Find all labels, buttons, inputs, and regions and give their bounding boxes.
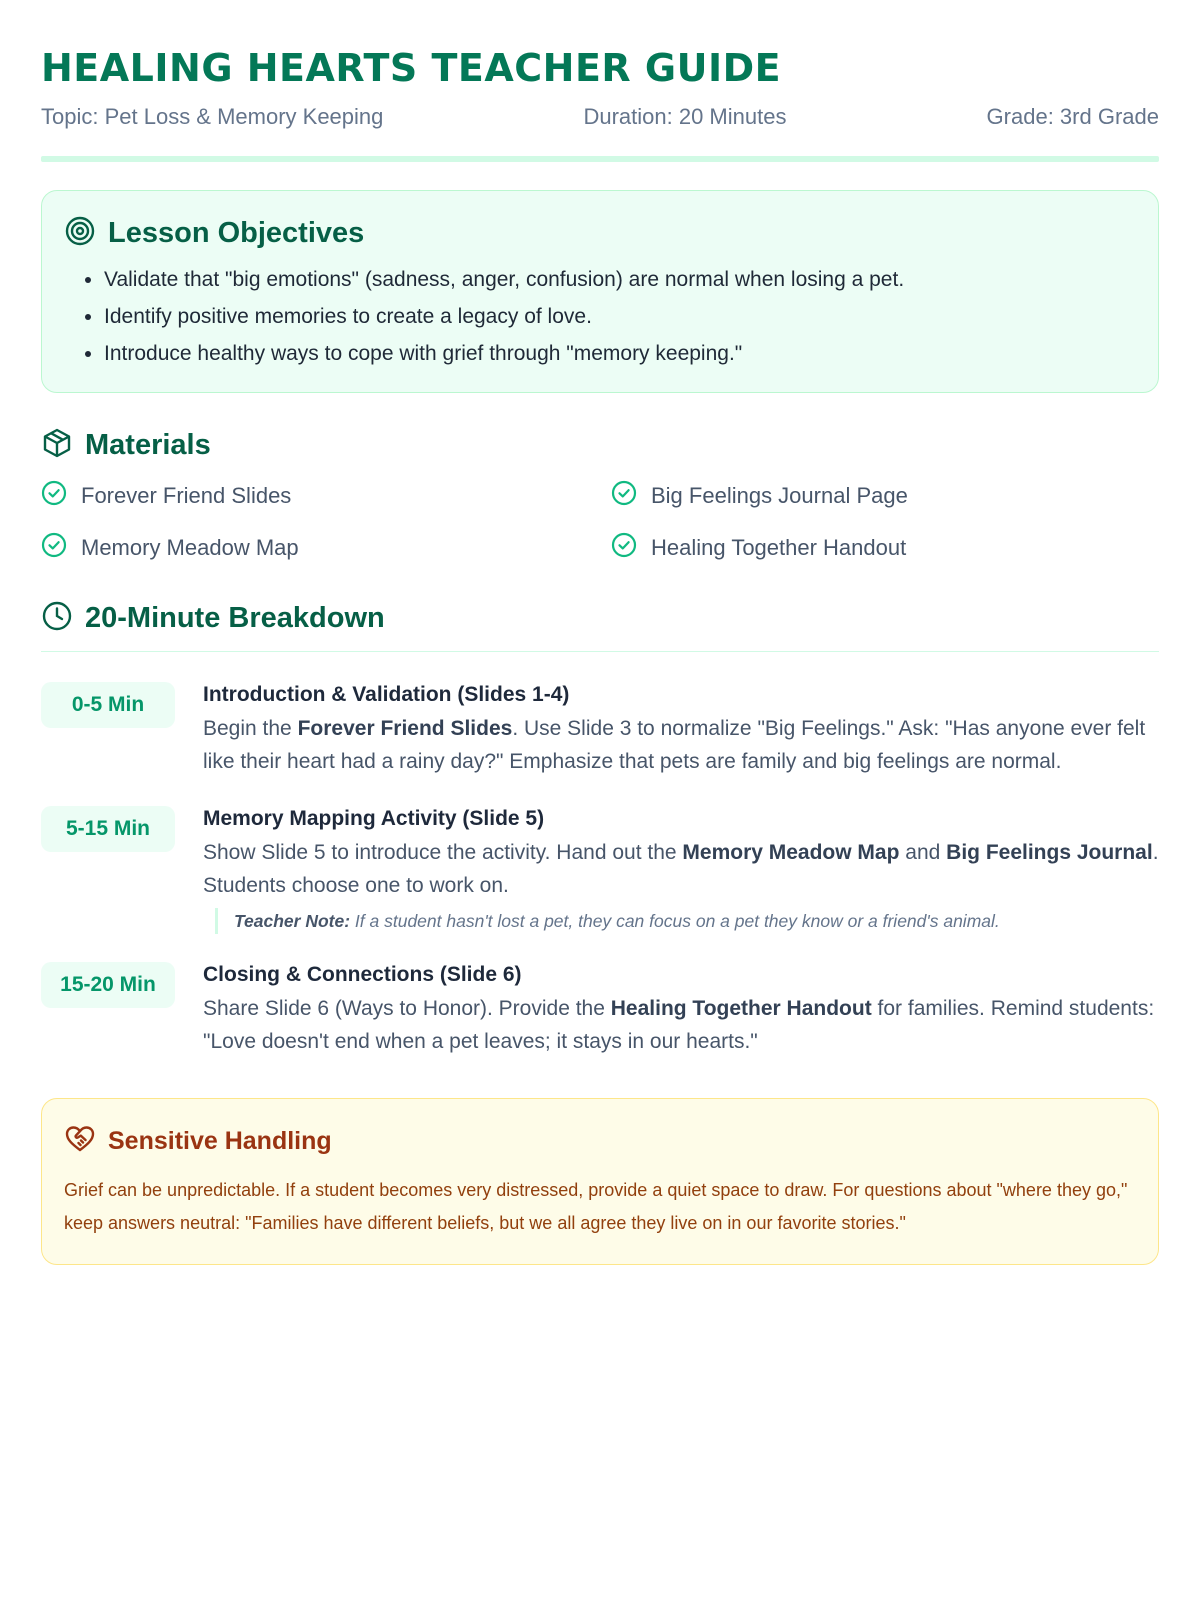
materials-section xyxy=(41,427,1159,564)
clock-icon xyxy=(41,600,73,637)
lesson-meta xyxy=(41,104,1159,130)
text-segment: . Students choose one to work on. xyxy=(203,841,1159,898)
step-title: Memory Mapping Activity (Slide 5) xyxy=(203,807,545,831)
step-body xyxy=(203,962,1159,1058)
objectives-card xyxy=(41,190,1159,393)
time-badge: 0-5 Min xyxy=(41,682,175,728)
material-item xyxy=(41,480,611,512)
emphasized-resource: Healing Together Handout xyxy=(610,997,872,1021)
objectives-list xyxy=(64,268,1136,366)
text-segment: Show Slide 5 to introduce the activity. Hand out the xyxy=(203,841,683,865)
text-segment: Begin the xyxy=(203,717,298,741)
step-body xyxy=(203,806,1159,934)
page-title: HEALING HEARTS TEACHER GUIDE xyxy=(41,46,782,90)
material-label: Big Feelings Journal Page xyxy=(651,482,908,508)
objectives-heading: Lesson Objectives xyxy=(108,216,365,249)
step-title: Closing & Connections (Slide 6) xyxy=(203,963,522,987)
time-badge: 15-20 Min xyxy=(41,962,175,1008)
sensitive-header xyxy=(64,1123,1136,1160)
check-circle-icon xyxy=(41,532,67,564)
objectives-header xyxy=(64,215,1136,252)
teacher-note xyxy=(215,908,1159,934)
teacher-note-label: Teacher Note: xyxy=(234,911,351,932)
text-segment: . Use Slide 3 to normalize "Big Feelings." Ask: "Has anyone ever felt like their heart had a rainy day?" Emphasize that pets are family and big feelings are normal. xyxy=(203,717,1146,774)
objective-item: • Introduce healthy ways to cope with grief through "memory keeping." xyxy=(104,342,1136,366)
text-segment: and xyxy=(899,841,947,865)
sensitive-text: Grief can be unpredictable. If a student becomes very distressed, provide a quiet space to draw. For questions about "where they go," keep answers neutral: "Families have different beliefs, but we all agree they live on in our favorite stories." xyxy=(64,1180,1128,1234)
breakdown-steps xyxy=(41,682,1159,1058)
breakdown-divider xyxy=(41,651,1159,653)
grade-text: Grade: 3rd Grade xyxy=(986,103,1159,129)
step-description xyxy=(203,992,1159,1058)
sensitive-handling-card xyxy=(41,1098,1159,1265)
breakdown-heading: 20-Minute Breakdown xyxy=(85,601,385,634)
material-label: Memory Meadow Map xyxy=(81,534,299,560)
schedule-step xyxy=(41,682,1159,778)
schedule-step xyxy=(41,806,1159,934)
check-circle-icon xyxy=(611,480,637,512)
text-segment: Share Slide 6 (Ways to Honor). Provide the xyxy=(203,997,611,1021)
materials-list xyxy=(41,480,1159,564)
material-label: Forever Friend Slides xyxy=(81,482,292,508)
check-circle-icon xyxy=(611,532,637,564)
target-icon xyxy=(64,215,96,252)
emphasized-resource: Big Feelings Journal xyxy=(946,841,1153,865)
step-description xyxy=(203,836,1159,902)
time-badge: 5-15 Min xyxy=(41,806,175,852)
material-item xyxy=(611,532,1159,564)
emphasized-resource: Memory Meadow Map xyxy=(682,841,900,865)
check-circle-icon xyxy=(41,480,67,512)
topic-text: Topic: Pet Loss & Memory Keeping xyxy=(41,103,384,129)
header-divider xyxy=(41,156,1159,162)
materials-header xyxy=(41,427,1159,464)
breakdown-header xyxy=(41,600,1159,637)
heart-handshake-icon xyxy=(64,1123,96,1160)
objective-item: • Identify positive memories to create a legacy of love. xyxy=(104,305,1136,329)
breakdown-section xyxy=(41,600,1159,1059)
objective-item: • Validate that "big emotions" (sadness, anger, confusion) are normal when losing a pet. xyxy=(104,268,1136,292)
schedule-step xyxy=(41,962,1159,1058)
emphasized-resource: Forever Friend Slides xyxy=(297,717,513,741)
sensitive-heading: Sensitive Handling xyxy=(108,1127,332,1156)
material-item xyxy=(41,532,611,564)
step-title: Introduction & Validation (Slides 1-4) xyxy=(203,683,570,707)
step-body xyxy=(203,682,1159,778)
materials-heading: Materials xyxy=(85,428,211,461)
duration-text: Duration: 20 Minutes xyxy=(583,103,787,129)
text-segment: for families. Remind students: "Love doesn't end when a pet leaves; it stays in our hearts." xyxy=(203,997,1155,1054)
teacher-note-text: If a student hasn't lost a pet, they can focus on a pet they know or a friend's animal. xyxy=(350,911,1000,932)
box-icon xyxy=(41,427,73,464)
step-description xyxy=(203,712,1159,778)
material-label: Healing Together Handout xyxy=(651,534,907,560)
material-item xyxy=(611,480,1159,512)
